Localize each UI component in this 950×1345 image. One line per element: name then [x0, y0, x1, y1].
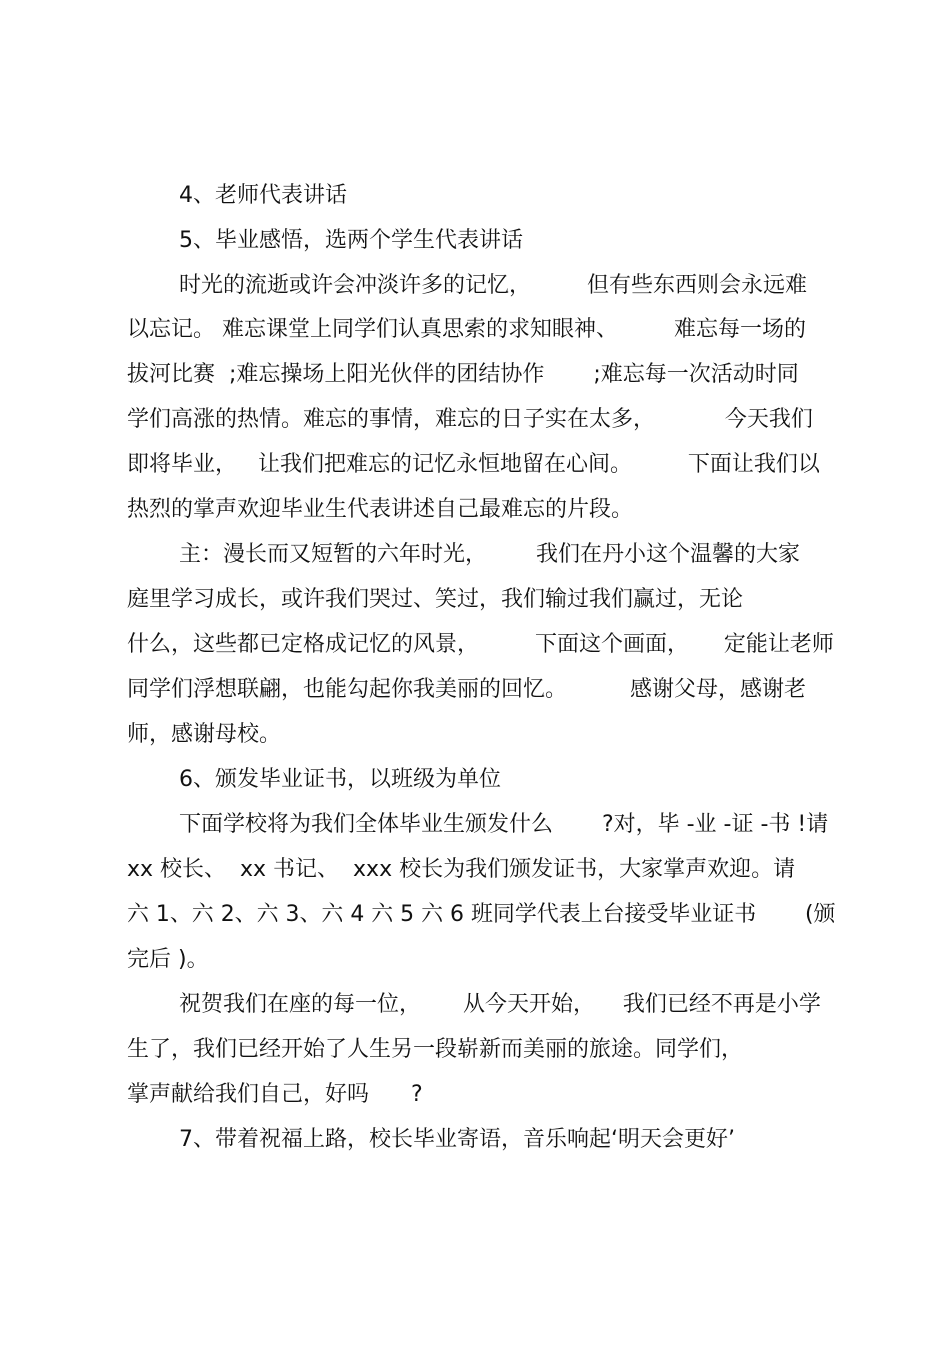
text-line: 六 1、六 2、六 3、六 4 六 5 六 6 班同学代表上台接受毕业证书 (颁 — [127, 902, 836, 927]
text-line: 下面学校将为我们全体毕业生颁发什么 ?对，毕 -业 -证 -书 !请 — [179, 812, 829, 837]
text-line: 即将毕业， 让我们把难忘的记忆永恒地留在心间。 下面让我们以 — [127, 452, 820, 477]
text-line: 什么，这些都已定格成记忆的风景， 下面这个画面， 定能让老师 — [127, 632, 834, 657]
text-line: 师，感谢母校。 — [127, 722, 282, 747]
text-line: xx 校长、 xx 书记、 xxx 校长为我们颁发证书，大家掌声欢迎。请 — [127, 857, 796, 882]
text-line: 掌声献给我们自己，好吗 ? — [127, 1082, 423, 1107]
text-line: 拔河比赛 ;难忘操场上阳光伙伴的团结协作 ;难忘每一次活动时同 — [127, 362, 799, 387]
text-line: 祝贺我们在座的每一位， 从今天开始， 我们已经不再是小学 — [179, 992, 821, 1017]
text-line: 庭里学习成长，或许我们哭过、笑过，我们输过我们赢过，无论 — [127, 587, 744, 612]
text-line: 生了，我们已经开始了人生另一段崭新而美丽的旅途。同学们， — [127, 1037, 744, 1062]
text-line: 时光的流逝或许会冲淡许多的记忆， 但有些东西则会永远难 — [179, 273, 807, 298]
text-line: 6、颁发毕业证书，以班级为单位 — [179, 767, 501, 792]
text-line: 7、带着祝福上路，校长毕业寄语，音乐响起‘明天会更好’ — [179, 1127, 735, 1152]
text-line: 完后 )。 — [127, 947, 209, 972]
text-line: 主：漫长而又短暂的六年时光， 我们在丹小这个温馨的大家 — [179, 542, 800, 567]
text-line: 热烈的掌声欢迎毕业生代表讲述自己最难忘的片段。 — [127, 497, 634, 522]
text-line: 同学们浮想联翩，也能勾起你我美丽的回忆。 感谢父母，感谢老 — [127, 677, 806, 702]
text-line: 学们高涨的热情。难忘的事情，难忘的日子实在太多， 今天我们 — [127, 407, 813, 432]
text-line: 4、老师代表讲话 — [179, 183, 347, 208]
text-line: 以忘记。 难忘课堂上同学们认真思索的求知眼神、 难忘每一场的 — [127, 317, 806, 342]
text-line: 5、毕业感悟，选两个学生代表讲话 — [179, 228, 523, 253]
